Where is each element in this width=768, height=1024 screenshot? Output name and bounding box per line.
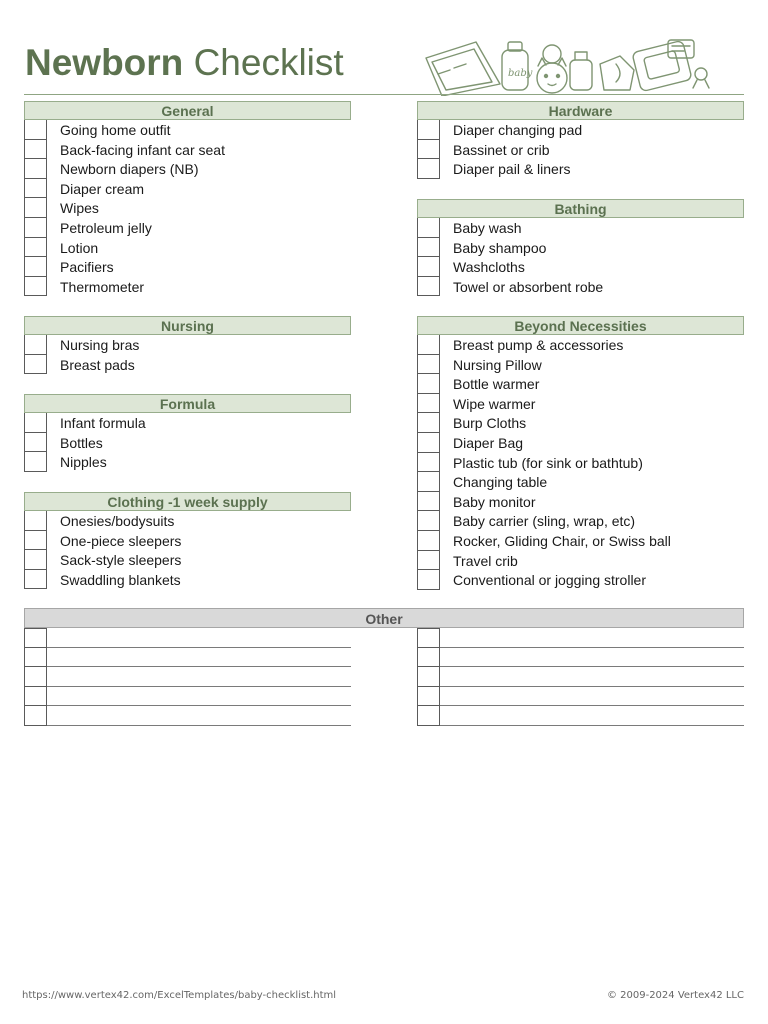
item-label: Towel or absorbent robe (453, 278, 604, 295)
checkbox[interactable] (417, 140, 440, 160)
svg-text:baby: baby (508, 68, 533, 79)
checkbox[interactable] (417, 667, 440, 687)
item-label: Plastic tub (for sink or bathtub) (453, 454, 643, 471)
item-list (417, 218, 744, 296)
item-label: Baby wash (453, 220, 522, 236)
checklist-item (417, 413, 744, 433)
item-label: Changing table (453, 474, 548, 491)
item-label: Breast pads (60, 356, 135, 373)
section-header: Beyond Necessities (417, 316, 744, 335)
checklist-item (417, 120, 744, 140)
page-title (25, 40, 344, 86)
other-header: Other (24, 608, 744, 628)
item-label: Onesies/bodysuits (60, 513, 175, 529)
checkbox[interactable] (417, 277, 440, 297)
item-list (24, 120, 351, 296)
checklist-item (417, 472, 744, 492)
section-header: Bathing (417, 199, 744, 218)
checkbox[interactable] (24, 335, 47, 355)
checkbox[interactable] (24, 179, 47, 199)
other-list-right (417, 628, 744, 726)
checklist-item (417, 277, 744, 297)
checklist-item (24, 277, 351, 297)
checkbox[interactable] (417, 218, 440, 238)
item-label: Diaper changing pad (453, 122, 583, 138)
checkbox[interactable] (417, 628, 440, 648)
checkbox[interactable] (417, 159, 440, 179)
checklist-item (24, 198, 351, 218)
checklist-item (24, 238, 351, 258)
baby-items-illustration-icon (420, 34, 720, 96)
checklist-item (417, 433, 744, 453)
checkbox[interactable] (24, 355, 47, 375)
item-label: Sack-style sleepers (60, 552, 182, 569)
item-label: Washcloths (453, 259, 525, 276)
item-list (24, 413, 351, 472)
checkbox[interactable] (417, 453, 440, 473)
checklist-item (24, 257, 351, 277)
checklist-item (24, 218, 351, 238)
item-label: Lotion (60, 239, 99, 256)
item-label: Going home outfit (60, 122, 171, 138)
item-label: Wipe warmer (453, 395, 536, 412)
checklist-item (24, 511, 351, 531)
footer-url[interactable]: https://www.vertex42.com/ExcelTemplates/baby-checklist.html (22, 990, 337, 1001)
item-list (417, 335, 744, 590)
section-beyond-necessities (417, 316, 744, 590)
checkbox[interactable] (24, 687, 47, 707)
blank-entry-line[interactable] (47, 628, 351, 648)
checkbox[interactable] (24, 648, 47, 668)
item-label: Petroleum jelly (60, 219, 152, 236)
other-row (417, 706, 744, 726)
item-label: Baby monitor (453, 493, 536, 510)
item-label: Baby carrier (sling, wrap, etc) (453, 513, 636, 530)
checklist-item (417, 492, 744, 512)
item-label: Pacifiers (60, 259, 114, 276)
checkbox[interactable] (24, 218, 47, 238)
checkbox[interactable] (417, 648, 440, 668)
item-label: Diaper cream (60, 180, 145, 197)
other-row (417, 667, 744, 687)
checklist-item (24, 570, 351, 590)
checklist-item (417, 551, 744, 571)
blank-entry-line[interactable] (440, 628, 744, 648)
item-label: Nursing Pillow (453, 356, 542, 373)
blank-entry-line[interactable] (440, 667, 744, 687)
checkbox[interactable] (417, 120, 440, 140)
checkbox[interactable] (24, 198, 47, 218)
checkbox[interactable] (24, 140, 47, 160)
checkbox[interactable] (417, 355, 440, 375)
checklist-item (417, 140, 744, 160)
checklist-item (24, 531, 351, 551)
checkbox[interactable] (417, 257, 440, 277)
blank-entry-line[interactable] (440, 687, 744, 707)
checklist-item (24, 413, 351, 433)
checkbox[interactable] (24, 159, 47, 179)
other-row (24, 687, 351, 707)
checkbox[interactable] (417, 413, 440, 433)
checklist-item (24, 140, 351, 160)
checkbox[interactable] (24, 433, 47, 453)
checklist-item (417, 355, 744, 375)
checklist-item (24, 355, 351, 375)
checklist-item (24, 179, 351, 199)
checklist-item (417, 394, 744, 414)
other-row (24, 706, 351, 726)
title-divider (24, 94, 744, 95)
item-label: Rocker, Gliding Chair, or Swiss ball (453, 532, 671, 549)
checkbox[interactable] (417, 238, 440, 258)
checkbox[interactable] (24, 511, 47, 531)
item-label: Conventional or jogging stroller (453, 572, 646, 589)
item-label: Nursing bras (60, 337, 140, 353)
checklist-item (417, 218, 744, 238)
checkbox[interactable] (417, 531, 440, 551)
blank-entry-line[interactable] (47, 687, 351, 707)
checkbox[interactable] (417, 335, 440, 355)
section-header: General (24, 101, 351, 120)
title-rest: Checklist (193, 42, 344, 83)
item-label: Wipes (60, 200, 99, 217)
checklist-item (24, 550, 351, 570)
item-label: Baby shampoo (453, 239, 547, 256)
item-label: Burp Cloths (453, 415, 527, 432)
checklist-item (24, 335, 351, 355)
checklist-item (24, 120, 351, 140)
checkbox[interactable] (417, 551, 440, 571)
checkbox[interactable] (417, 433, 440, 453)
other-row (417, 648, 744, 668)
checkbox[interactable] (417, 472, 440, 492)
checklist-item (24, 433, 351, 453)
checklist-item (417, 159, 744, 179)
other-row (417, 687, 744, 707)
blank-entry-line[interactable] (47, 648, 351, 668)
item-label: One-piece sleepers (60, 532, 182, 549)
checklist-item (417, 511, 744, 531)
other-row (417, 628, 744, 648)
checkbox[interactable] (417, 394, 440, 414)
checkbox[interactable] (24, 238, 47, 258)
section-bathing (417, 199, 744, 296)
other-row (24, 648, 351, 668)
section-hardware (417, 101, 744, 179)
section-formula (24, 394, 351, 472)
item-label: Travel crib (453, 552, 518, 569)
item-label: Bassinet or crib (453, 141, 550, 158)
item-label: Nipples (60, 454, 107, 471)
section-header: Nursing (24, 316, 351, 335)
section-header: Clothing -1 week supply (24, 492, 351, 511)
blank-entry-line[interactable] (47, 667, 351, 687)
checklist-item (24, 159, 351, 179)
checkbox[interactable] (24, 257, 47, 277)
checkbox[interactable] (24, 550, 47, 570)
item-label: Diaper Bag (453, 434, 524, 451)
section-clothing (24, 492, 351, 589)
item-label: Infant formula (60, 415, 146, 431)
checkbox[interactable] (24, 452, 47, 472)
section-header: Formula (24, 394, 351, 413)
checklist-item (417, 374, 744, 394)
section-general (24, 101, 351, 296)
other-row (24, 628, 351, 648)
checkbox[interactable] (417, 374, 440, 394)
item-label: Diaper pail & liners (453, 161, 571, 178)
checkbox[interactable] (24, 277, 47, 297)
checkbox[interactable] (24, 628, 47, 648)
checklist-item (417, 453, 744, 473)
title-bold: Newborn (25, 42, 184, 83)
item-label: Swaddling blankets (60, 571, 181, 588)
checkbox[interactable] (24, 667, 47, 687)
other-list-left (24, 628, 351, 726)
checkbox[interactable] (417, 706, 440, 726)
item-list (417, 120, 744, 179)
checkbox[interactable] (24, 570, 47, 590)
blank-entry-line[interactable] (440, 706, 744, 726)
item-list (24, 511, 351, 589)
checklist-item (417, 335, 744, 355)
checkbox[interactable] (24, 120, 47, 140)
checkbox[interactable] (24, 706, 47, 726)
item-list (24, 335, 351, 374)
checklist-item (417, 257, 744, 277)
item-label: Thermometer (60, 278, 145, 295)
section-nursing (24, 316, 351, 374)
checkbox[interactable] (417, 570, 440, 590)
blank-entry-line[interactable] (47, 706, 351, 726)
checklist-item (417, 570, 744, 590)
item-label: Back-facing infant car seat (60, 141, 225, 158)
section-header: Hardware (417, 101, 744, 120)
checkbox[interactable] (417, 492, 440, 512)
item-label: Bottles (60, 434, 103, 451)
checkbox[interactable] (24, 413, 47, 433)
checkbox[interactable] (417, 511, 440, 531)
other-row (24, 667, 351, 687)
checklist-item (417, 238, 744, 258)
item-label: Breast pump & accessories (453, 337, 624, 353)
item-label: Bottle warmer (453, 376, 540, 393)
item-label: Newborn diapers (NB) (60, 161, 199, 178)
checkbox[interactable] (24, 531, 47, 551)
footer-copyright: © 2009-2024 Vertex42 LLC (606, 990, 744, 1001)
blank-entry-line[interactable] (440, 648, 744, 668)
checklist-item (24, 452, 351, 472)
checklist-item (417, 531, 744, 551)
checkbox[interactable] (417, 687, 440, 707)
